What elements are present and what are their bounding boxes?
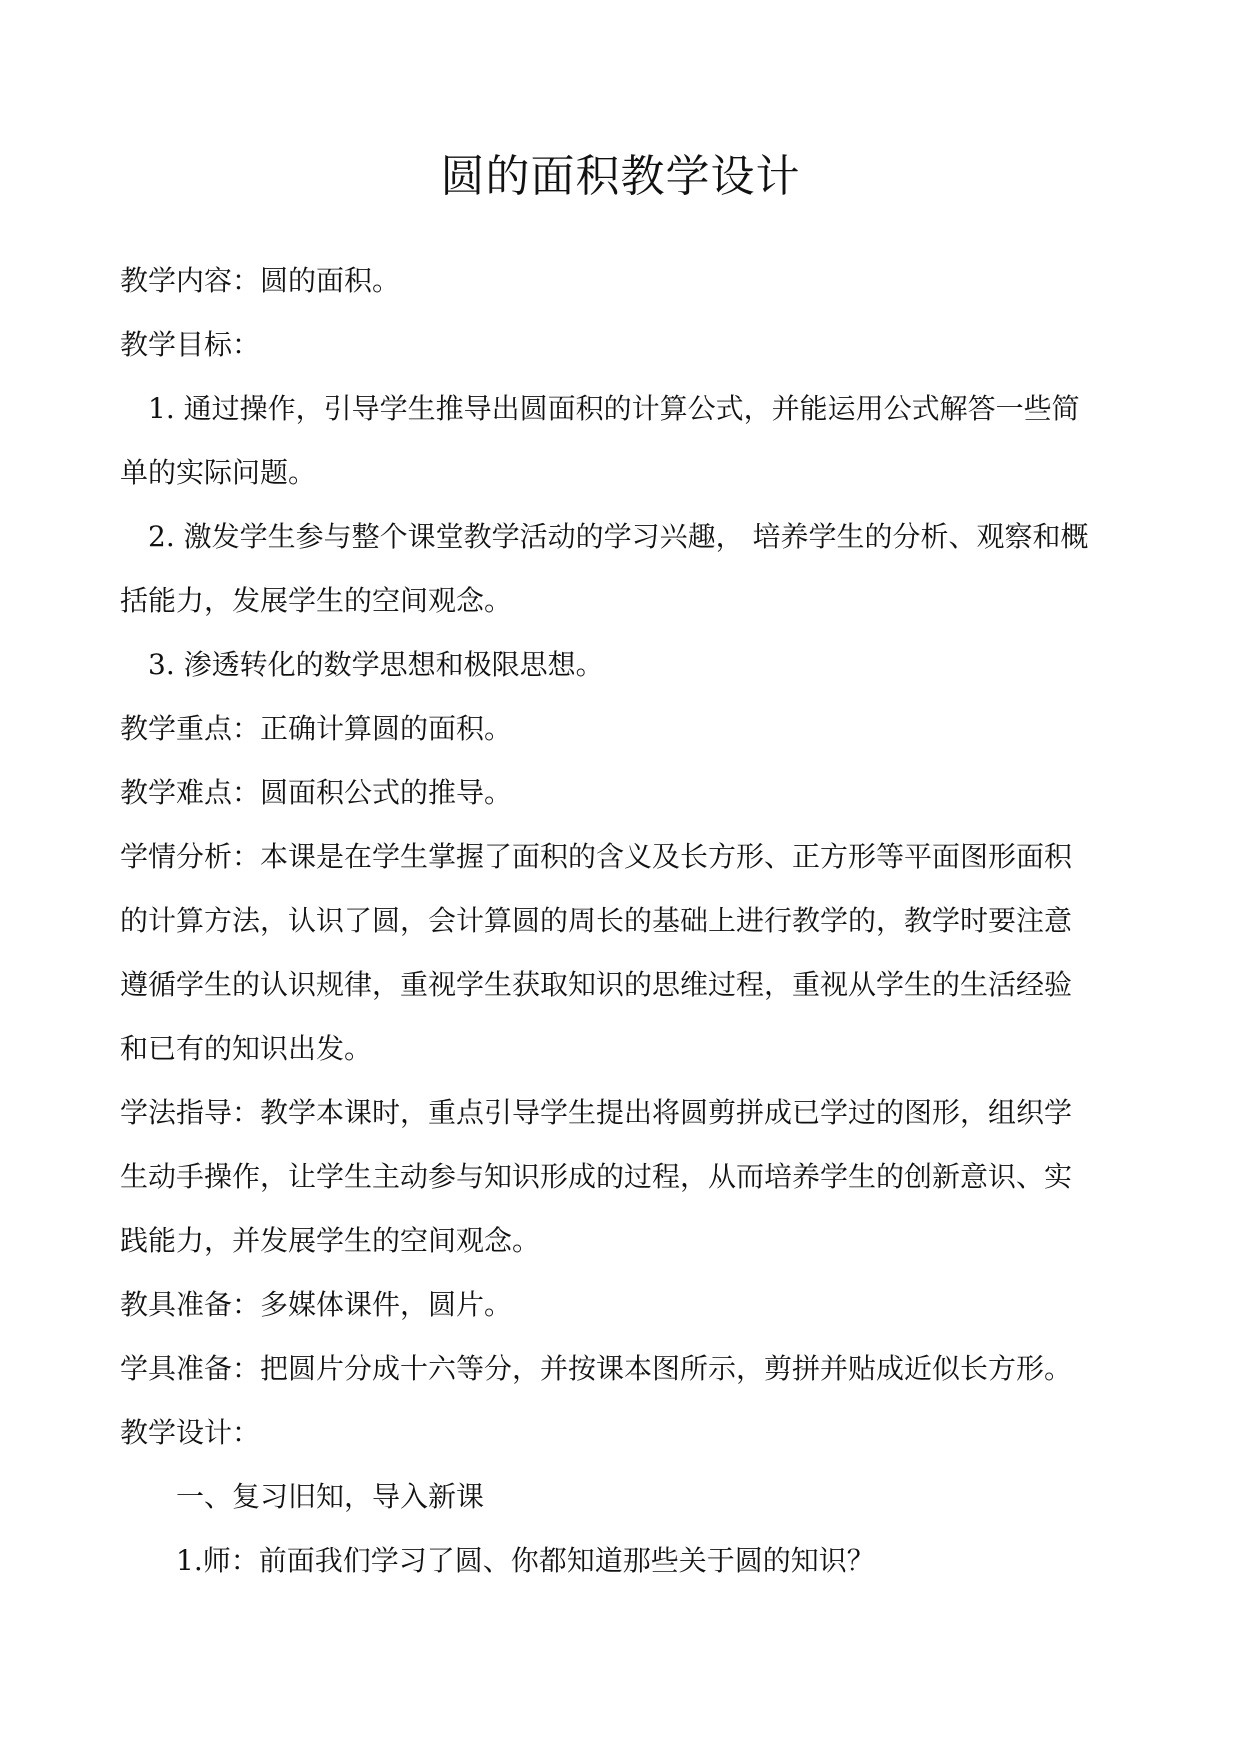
text-line-method: 学法指导：教学本课时，重点引导学生提出将圆剪拼成已学过的图形，组织学: [120, 1096, 1073, 1129]
text-line-objectives-heading: 教学目标：: [120, 328, 261, 361]
text-line-section-1: 一、复习旧知，导入新课: [176, 1480, 485, 1513]
text-line-objective-2-cont: 括能力，发展学生的空间观念。: [120, 584, 513, 617]
text-line-objective-2: 2. 激发学生参与整个课堂教学活动的学习兴趣， 培养学生的分析、观察和概: [148, 520, 1089, 553]
text-line-key-point: 教学重点：正确计算圆的面积。: [120, 712, 513, 745]
text-line-method-cont-2: 践能力，并发展学生的空间观念。: [120, 1224, 541, 1257]
document-title: 圆的面积教学设计: [440, 151, 801, 203]
text-line-content: 教学内容：圆的面积。: [120, 264, 401, 297]
text-line-analysis: 学情分析：本课是在学生掌握了面积的含义及长方形、正方形等平面图形面积: [120, 840, 1073, 873]
text-line-design-heading: 教学设计：: [120, 1416, 261, 1449]
text-line-method-cont-1: 生动手操作，让学生主动参与知识形成的过程，从而培养学生的创新意识、实: [120, 1160, 1073, 1193]
text-line-analysis-cont-3: 和已有的知识出发。: [120, 1032, 373, 1065]
text-line-learning-aids: 学具准备：把圆片分成十六等分，并按课本图所示，剪拼并贴成近似长方形。: [120, 1352, 1073, 1385]
text-line-difficulty: 教学难点：圆面积公式的推导。: [120, 776, 513, 809]
text-line-objective-3: 3. 渗透转化的数学思想和极限思想。: [148, 648, 604, 681]
text-line-step-1: 1.师：前面我们学习了圆、你都知道那些关于圆的知识？: [176, 1544, 875, 1577]
text-line-teaching-aids: 教具准备：多媒体课件，圆片。: [120, 1288, 513, 1321]
text-line-analysis-cont-2: 遵循学生的认识规律，重视学生获取知识的思维过程，重视从学生的生活经验: [120, 968, 1073, 1001]
text-line-objective-1-cont: 单的实际问题。: [120, 456, 317, 489]
text-line-analysis-cont-1: 的计算方法，认识了圆，会计算圆的周长的基础上进行教学的，教学时要注意: [120, 904, 1073, 937]
text-line-objective-1: 1. 通过操作，引导学生推导出圆面积的计算公式，并能运用公式解答一些简: [148, 392, 1080, 425]
